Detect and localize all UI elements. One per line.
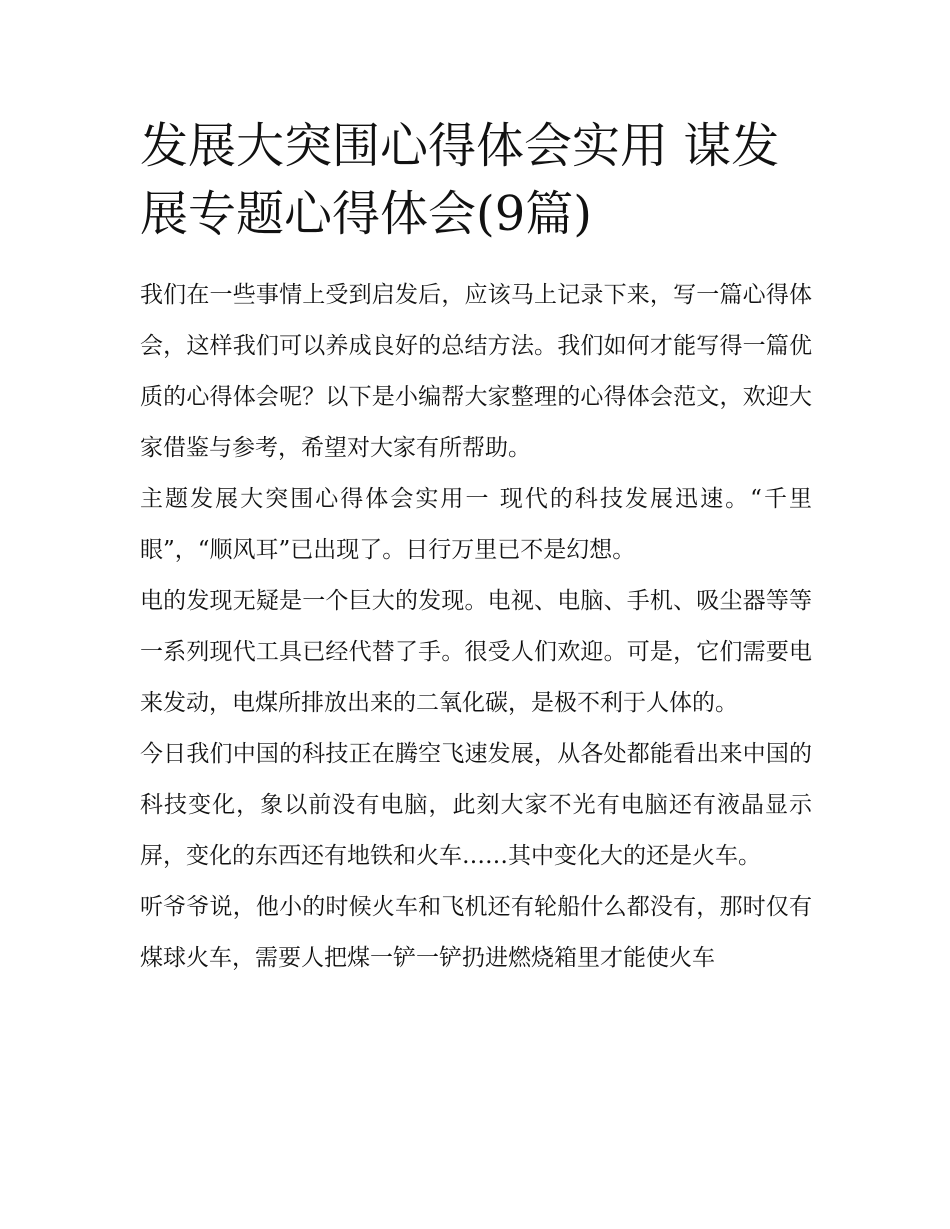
paragraph-intro: 我们在一些事情上受到启发后，应该马上记录下来，写一篇心得体会，这样我们可以养成良好的总结方法。我们如何才能写得一篇优质的心得体会呢？以下是小编帮大家整理的心得体会范文，欢迎大家借鉴与参考，希望对大家有所帮助。 (140, 282, 812, 461)
document-page (140, 112, 812, 984)
paragraph-electricity: 电的发现无疑是一个巨大的发现。电视、电脑、手机、吸尘器等等一系列现代工具已经代替了手。很受人们欢迎。可是，它们需要电来发动，电煤所排放出来的二氧化碳，是极不利于人体的。 (140, 588, 812, 716)
document-title: 发展大突围心得体会实用 谋发展专题心得体会(9篇) (140, 118, 780, 242)
paragraph-grandfather: 听爷爷说，他小的时候火车和飞机还有轮船什么都没有，那时仅有煤球火车，需要人把煤一铲一铲扔进燃烧箱里才能使火车 (140, 894, 812, 971)
paragraph-technology-china: 今日我们中国的科技正在腾空飞速发展，从各处都能看出来中国的科技变化，象以前没有电脑，此刻大家不光有电脑还有液晶显示屏，变化的东西还有地铁和火车……其中变化大的还是火车。 (140, 741, 812, 869)
paragraph-theme-one: 主题发展大突围心得体会实用一 现代的科技发展迅速。“千里眼”，“顺风耳”已出现了。日行万里已不是幻想。 (140, 486, 812, 563)
